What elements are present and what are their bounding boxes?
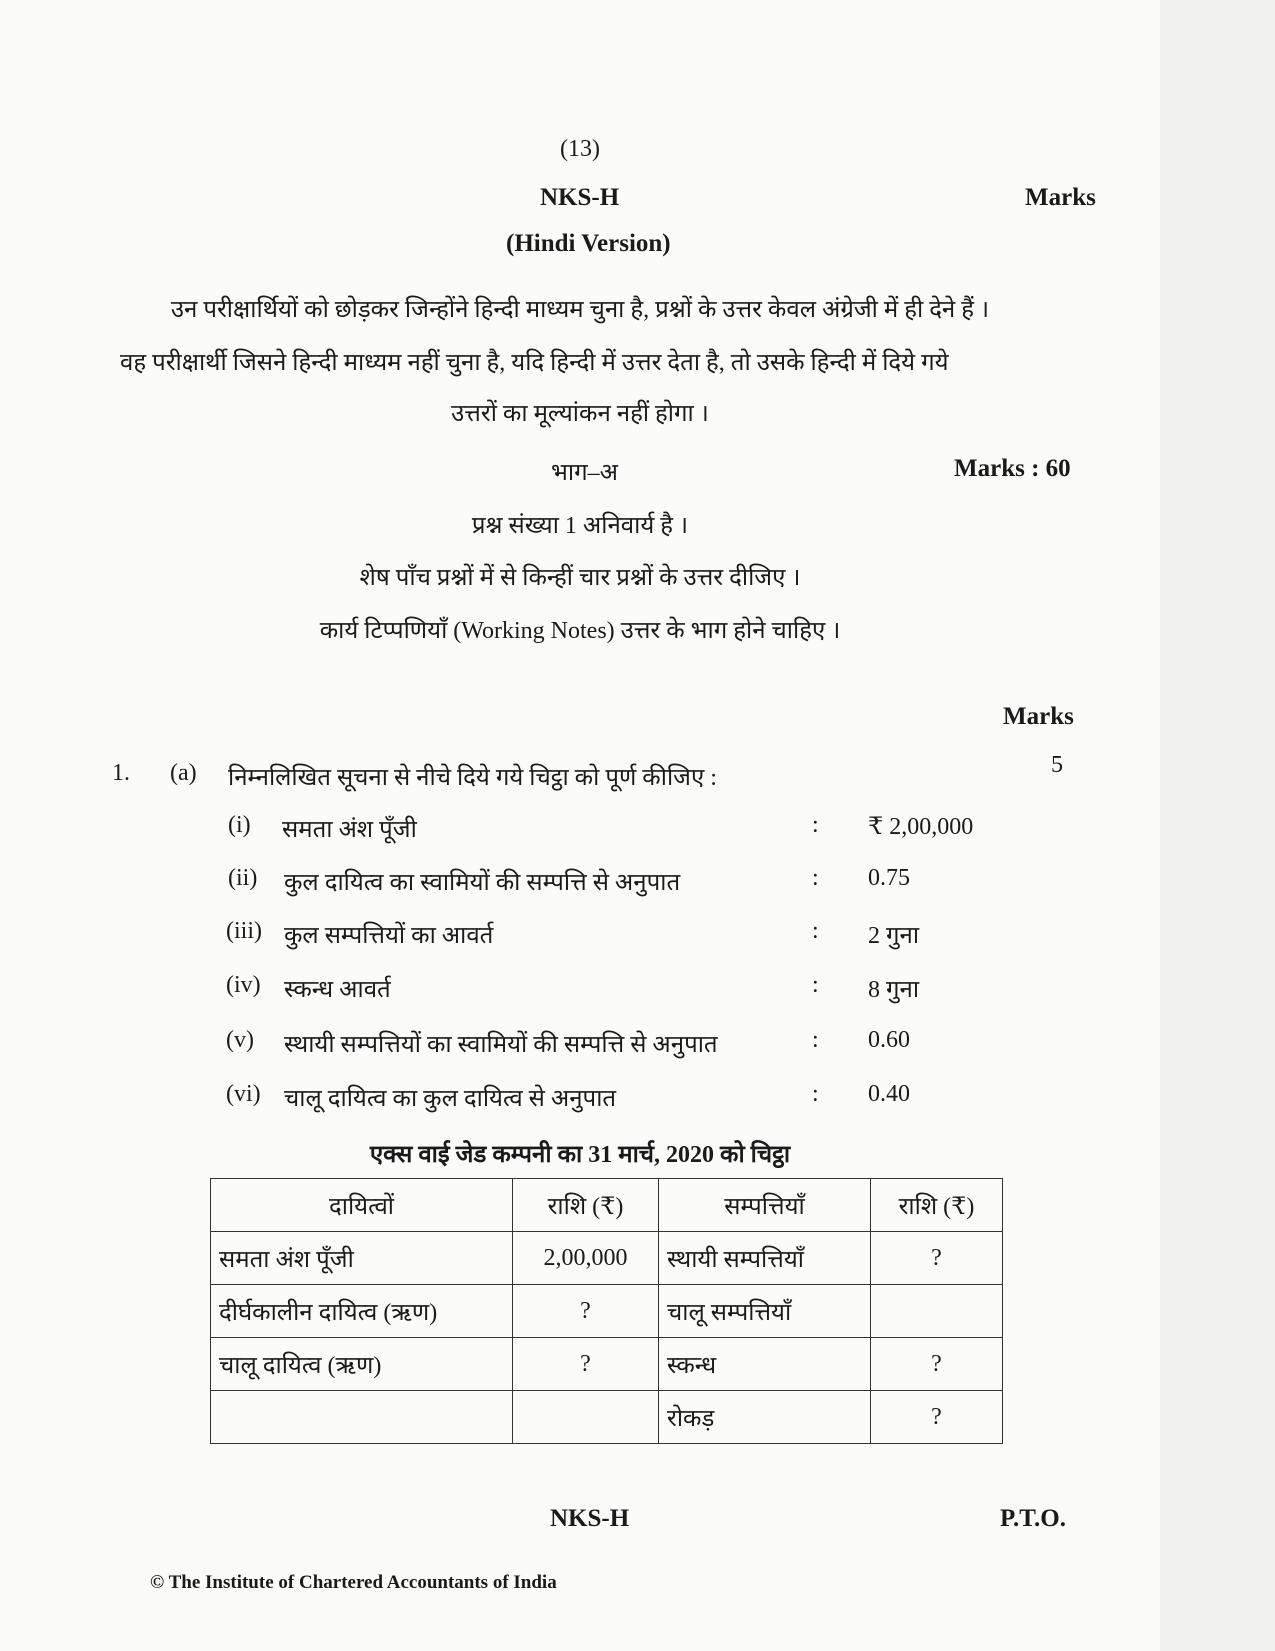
marks-column-heading: Marks — [1003, 703, 1074, 730]
table-cell: ? — [871, 1338, 1003, 1391]
ratio-item-numeral: (vi) — [226, 1081, 261, 1107]
ratio-item-label: कुल दायित्व का स्वामियों की सम्पत्ति से अनुपात — [284, 870, 681, 896]
ratio-item-label: कुल सम्पत्तियों का आवर्त — [284, 923, 494, 949]
part-marks: Marks : 60 — [954, 455, 1071, 482]
instruction-line-3: उत्तरों का मूल्यांकन नहीं होगा । — [451, 401, 709, 427]
choice-note: शेष पाँच प्रश्नों में से किन्हीं चार प्रश्नों के उत्तर दीजिए । — [359, 565, 801, 591]
table-cell: चालू दायित्व (ऋण) — [211, 1338, 513, 1391]
balance-sheet-title: एक्स वाई जेड कम्पनी का 31 मार्च, 2020 को चिट्ठा — [369, 1142, 791, 1168]
header-amount-liabilities: राशि (₹) — [513, 1179, 659, 1232]
table-cell: ? — [871, 1391, 1003, 1444]
table-cell: समता अंश पूँजी — [211, 1232, 513, 1285]
header-assets: सम्पत्तियाँ — [659, 1179, 871, 1232]
ratio-item-value: ₹ 2,00,000 — [868, 814, 974, 840]
table-cell — [211, 1391, 513, 1444]
ratio-item-value: 0.60 — [868, 1027, 910, 1053]
table-cell — [513, 1391, 659, 1444]
ratio-item-numeral: (iv) — [226, 972, 261, 998]
question-number: 1. — [112, 760, 130, 786]
table-row — [211, 1285, 1003, 1338]
part-title: भाग–अ — [551, 460, 618, 486]
ratio-item-value: 0.40 — [868, 1081, 910, 1107]
marks-heading-top: Marks — [1025, 184, 1096, 211]
paper-code-footer: NKS-H — [550, 1505, 630, 1532]
ratio-item-colon: : — [812, 1027, 819, 1053]
ratio-item-numeral: (v) — [226, 1027, 254, 1053]
ratio-item-value: 2 गुना — [868, 923, 920, 949]
page-number: (13) — [560, 136, 600, 162]
ratio-item-value: 8 गुना — [868, 977, 920, 1003]
table-row — [211, 1232, 1003, 1285]
header-liabilities: दायित्वों — [211, 1179, 513, 1232]
table-cell: ? — [871, 1232, 1003, 1285]
ratio-item-colon: : — [812, 1081, 819, 1107]
table-cell: ? — [513, 1338, 659, 1391]
ratio-item-label: स्कन्ध आवर्त — [284, 977, 391, 1003]
ratio-item-numeral: (iii) — [226, 918, 262, 944]
table-row — [211, 1391, 1003, 1444]
paper-code-header: NKS-H — [540, 184, 620, 211]
compulsory-note: प्रश्न संख्या 1 अनिवार्य है । — [471, 513, 689, 539]
ratio-item-colon: : — [812, 972, 819, 998]
table-cell: स्कन्ध — [659, 1338, 871, 1391]
table-cell: ? — [513, 1285, 659, 1338]
copyright-notice: © The Institute of Chartered Accountants of India — [150, 1572, 557, 1593]
version-label: (Hindi Version) — [506, 230, 671, 257]
ratio-item-label: समता अंश पूँजी — [282, 817, 417, 843]
scan-margin — [1160, 0, 1275, 1651]
table-row — [211, 1338, 1003, 1391]
table-cell — [871, 1285, 1003, 1338]
table-cell: स्थायी सम्पत्तियाँ — [659, 1232, 871, 1285]
working-notes-note: कार्य टिप्पणियाँ (Working Notes) उत्तर के भाग होने चाहिए । — [319, 618, 841, 644]
pto-label: P.T.O. — [1000, 1505, 1066, 1532]
ratio-item-colon: : — [812, 918, 819, 944]
ratio-item-colon: : — [812, 812, 819, 838]
ratio-item-label: चालू दायित्व का कुल दायित्व से अनुपात — [284, 1086, 617, 1112]
balance-sheet-table — [210, 1178, 1003, 1444]
question-sub-part: (a) — [170, 760, 197, 786]
instruction-line-1: उन परीक्षार्थियों को छोड़कर जिन्होंने हिन्दी माध्यम चुना है, प्रश्नों के उत्तर केवल अंग्रेजी में ही देने हैं । — [170, 297, 990, 323]
table-header-row — [211, 1179, 1003, 1232]
question-text: निम्नलिखित सूचना से नीचे दिये गये चिट्ठा को पूर्ण कीजिए : — [228, 765, 717, 791]
instruction-line-2: वह परीक्षार्थी जिसने हिन्दी माध्यम नहीं चुना है, यदि हिन्दी में उत्तर देता है, तो उसके हिन्दी में दिये गये — [120, 350, 949, 376]
ratio-item-numeral: (ii) — [228, 865, 258, 891]
question-marks: 5 — [1051, 752, 1063, 778]
table-cell: दीर्घकालीन दायित्व (ऋण) — [211, 1285, 513, 1338]
ratio-item-numeral: (i) — [228, 812, 251, 838]
ratio-item-colon: : — [812, 865, 819, 891]
ratio-item-label: स्थायी सम्पत्तियों का स्वामियों की सम्पत्ति से अनुपात — [284, 1032, 718, 1058]
table-cell: 2,00,000 — [513, 1232, 659, 1285]
header-amount-assets: राशि (₹) — [871, 1179, 1003, 1232]
table-cell: चालू सम्पत्तियाँ — [659, 1285, 871, 1338]
table-cell: रोकड़ — [659, 1391, 871, 1444]
ratio-item-value: 0.75 — [868, 865, 910, 891]
